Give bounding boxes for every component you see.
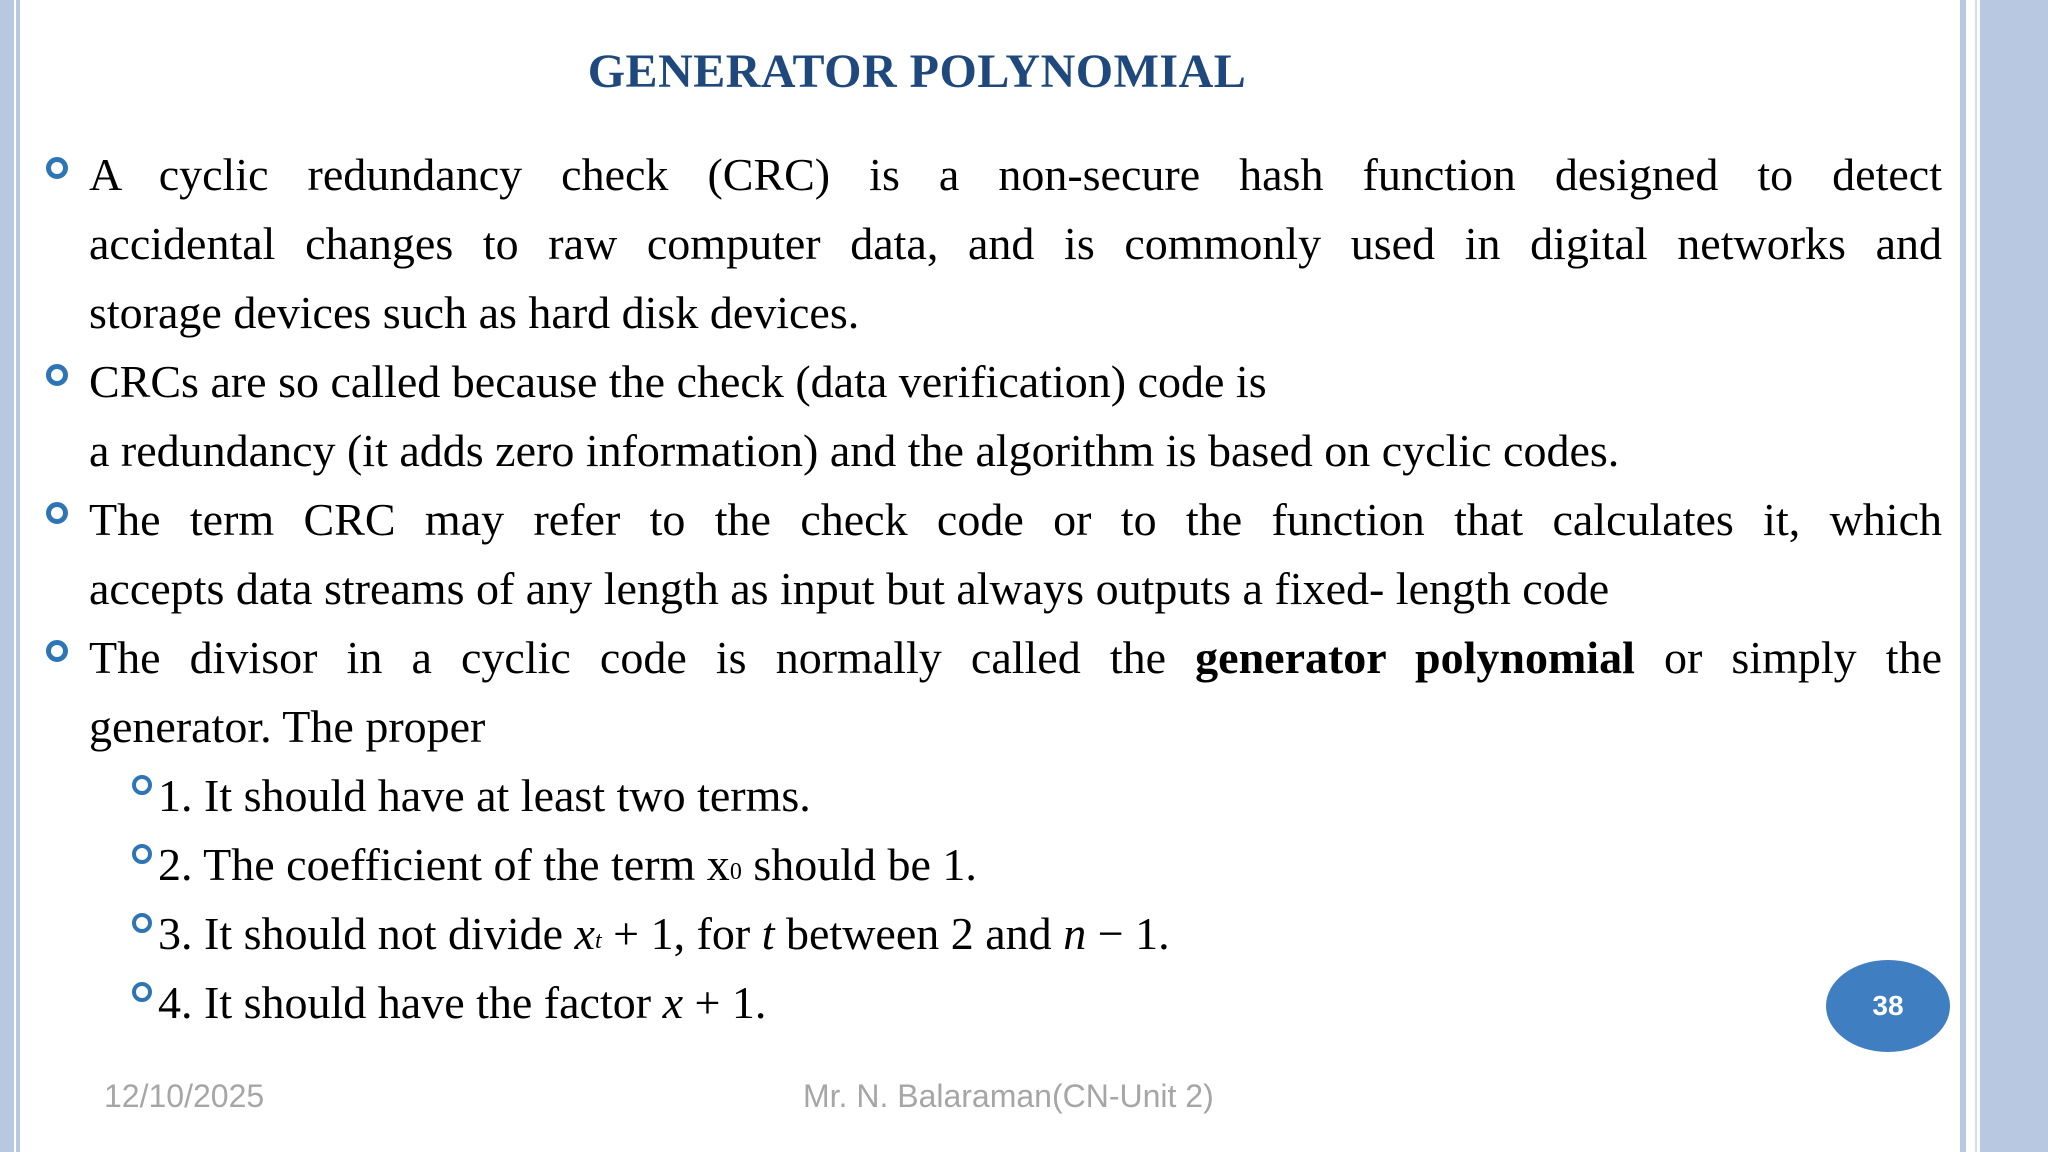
- condition-item: [40, 968, 1942, 1037]
- bullet-line: accepts data streams of any length as input but always outputs a fixed- length code: [89, 563, 1610, 614]
- bullet-text: or simply the: [1634, 632, 1942, 683]
- sub-bullet-circle-icon: [132, 844, 152, 864]
- bullet-circle-icon: [46, 640, 68, 662]
- bullet-circle-icon: [46, 157, 68, 179]
- bold-term: generator polynomial: [1195, 632, 1635, 683]
- left-border-bar: [0, 0, 14, 1152]
- bullet-circle-icon: [46, 364, 68, 386]
- bullet-line: a redundancy (it adds zero information) and the algorithm is based on cyclic codes.: [89, 425, 1620, 476]
- math-variable: n: [1063, 908, 1087, 959]
- slide-content: [40, 140, 1942, 1037]
- condition-text: 2. The coefficient of the term x: [158, 839, 730, 890]
- sub-bullet-circle-icon: [132, 982, 152, 1002]
- condition-text: should be 1.: [741, 839, 977, 890]
- math-variable: x: [574, 908, 595, 959]
- bullet-circle-icon: [46, 502, 68, 524]
- left-border-line: [16, 0, 20, 1152]
- bullet-crc-term: [40, 485, 1942, 623]
- condition-item: [40, 899, 1942, 968]
- bullet-line: generator. The proper: [89, 701, 486, 752]
- condition-text: 4. It should have the factor: [158, 977, 663, 1028]
- bullet-line: CRCs are so called because the check (data verification) code is: [89, 356, 1267, 407]
- math-variable: t: [761, 908, 775, 959]
- bullet-line: [89, 623, 1942, 692]
- footer-date: 12/10/2025: [104, 1078, 265, 1114]
- condition-item: [40, 830, 1942, 899]
- page-number-badge: 38: [1826, 960, 1950, 1052]
- bullet-line: accidental changes to raw computer data, and is commonly used in digital networks and: [89, 218, 1942, 269]
- right-border-bar: [1980, 0, 2048, 1152]
- condition-text: + 1, for: [601, 908, 762, 959]
- condition-item: [40, 761, 1942, 830]
- footer-author: Mr. N. Balaraman(CN-Unit 2): [803, 1078, 1214, 1114]
- superscript: [595, 928, 602, 954]
- slide-title: GENERATOR POLYNOMIAL: [587, 45, 1247, 98]
- bullet-crc-definition: [40, 140, 1942, 347]
- right-border-divider: [1975, 0, 1977, 1152]
- sub-bullet-circle-icon: [132, 775, 152, 795]
- bullet-text: The divisor in a cyclic code is normally called the: [89, 632, 1196, 683]
- condition-text: between 2 and: [774, 908, 1064, 959]
- bullet-line: A cyclic redundancy check (CRC) is a non-secure hash function designed to detect: [89, 149, 1942, 200]
- condition-text: + 1.: [682, 977, 767, 1028]
- superscript: 0: [729, 859, 742, 885]
- bullet-line: The term CRC may refer to the check code or to the function that calculates it, which: [89, 494, 1942, 545]
- right-border-line: [1960, 0, 1966, 1152]
- condition-text: 3. It should not divide: [158, 908, 575, 959]
- bullet-line: storage devices such as hard disk devices.: [89, 287, 860, 338]
- math-variable: t: [594, 928, 602, 954]
- condition-text: − 1.: [1086, 908, 1170, 959]
- math-variable: x: [662, 977, 683, 1028]
- condition-text: 1. It should have at least two terms.: [158, 770, 811, 821]
- bullet-generator: [40, 623, 1942, 761]
- bullet-crc-name: [40, 347, 1942, 485]
- sub-bullet-circle-icon: [132, 913, 152, 933]
